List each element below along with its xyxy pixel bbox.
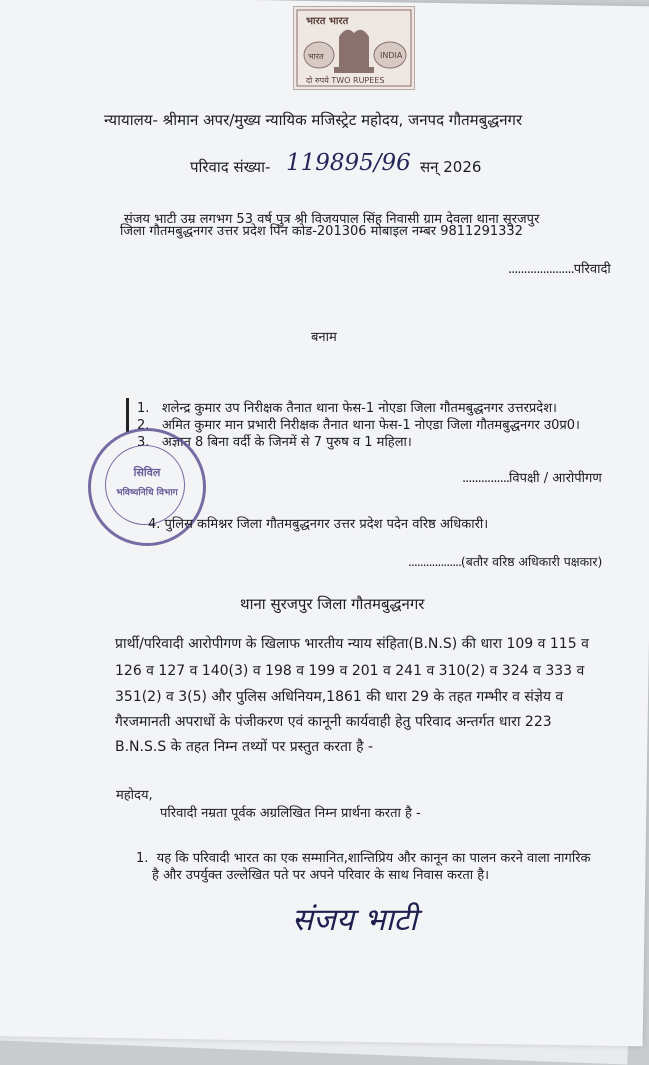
item-number: 1. [137,401,150,416]
case-label: परिवाद संख्या- [190,158,271,176]
fact-line-1: यह कि परिवादी भारत का एक सम्मानित,शान्तिप्रिय और कानून का पालन करने वाला नागरिक [156,851,591,866]
fact-line-2: है और उपर्युक्त उल्लेखित पते पर अपने परिवार के साथ निवास करता है। [152,868,490,883]
body-line: 351(2) व 3(5) और पुलिस अधिनियम,1861 की धारा 29 के तहत गम्भीर व संज्ञेय व [115,689,564,705]
item-number: 3. [137,435,150,450]
revenue-stamp [293,6,415,90]
official-role: (बतौर वरिष्ठ अधिकारी पक्षकार) [460,554,603,569]
body-line: प्रार्थी/परिवादी आरोपीगण के खिलाफ भारतीय न्याय संहिता(B.N.S) की धारा 109 व 115 व [115,636,589,652]
bracket-mark [126,398,129,432]
seal-line-2: भविष्यनिधि विभाग [116,488,178,498]
body-line: गैरजमानती अपराधों के पंजीकरण एवं कानूनी कार्यवाही हेतु परिवाद अन्तर्गत धारा 223 [115,714,552,730]
complainant-line-1: संजय भाटी उम्र लगभग 53 वर्ष पुत्र श्री विजयपाल सिंह निवासी ग्राम देवला थाना सूरजपुर [124,212,540,227]
list-item [137,398,557,416]
item-number: 4. [148,517,161,532]
item-text: अमित कुमार मान प्रभारी निरीक्षक तैनात थाना फेस-1 नोएडा जिला गौतमबुद्धनगर उ0प्र0। [161,418,580,433]
complainant-role: परिवादी [573,262,611,277]
police-station-heading: थाना सुरजपुर जिला गौतमबुद्धनगर [240,595,425,613]
blank-line: ............... [462,471,509,486]
seal-line-1: सिविल [133,466,161,479]
body-line: 126 व 127 व 140(3) व 198 व 199 व 201 व 241 व 310(2) व 324 व 333 व [115,663,585,679]
item-text: पुलिस कमिश्नर जिला गौतमबुद्धनगर उत्तर प्रदेश पदेन वरिष्ठ अधिकारी। [164,517,489,532]
stamp-right-text: INDIA [380,51,403,60]
body-line: B.N.S.S के तहत निम्न तथ्यों पर प्रस्तुत करता है - [115,739,374,755]
list-item [148,514,488,532]
item-number: 1. [136,851,149,866]
stamp-left-text: भारत [308,52,324,61]
salutation: महोदय, [116,788,153,803]
blank-line: .................. [408,554,461,569]
court-heading: न्यायालय- श्रीमान अपर/मुख्य न्यायिक मजिस्ट्रेट महोदय, जनपद गौतमबुद्धनगर [104,111,523,129]
stamp-value: दो रुपये TWO RUPEES [306,76,385,85]
item-number: 2. [137,418,150,433]
item-text: अज्ञात 8 बिना वर्दी के जिनमें से 7 पुरुष व 1 महिला। [161,435,412,450]
blank-line: ..................... [508,262,574,277]
list-item [137,415,580,433]
stamp-header: भारत भारत [306,16,349,27]
accused-role: विपक्षी / आरोपीगण [509,471,602,486]
fact-item [136,848,591,866]
complainant-line-2: जिला गौतमबुद्धनगर उत्तर प्रदेश पिन कोड-201306 मोबाइल नम्बर 9811291332 [120,224,523,239]
case-number: 119895/96 [286,150,411,176]
item-text: शलेन्द्र कुमार उप निरीक्षक तैनात थाना फेस-1 नोएडा जिला गौतमबुद्धनगर उत्तरप्रदेश। [161,401,557,416]
prayer-line: परिवादी नम्रता पूर्वक अग्रलिखित निम्न प्रार्थना करता है - [160,806,421,821]
case-year: सन् 2026 [420,158,482,176]
versus-label: बनाम [311,330,337,345]
signature: संजय भाटी [292,902,418,938]
